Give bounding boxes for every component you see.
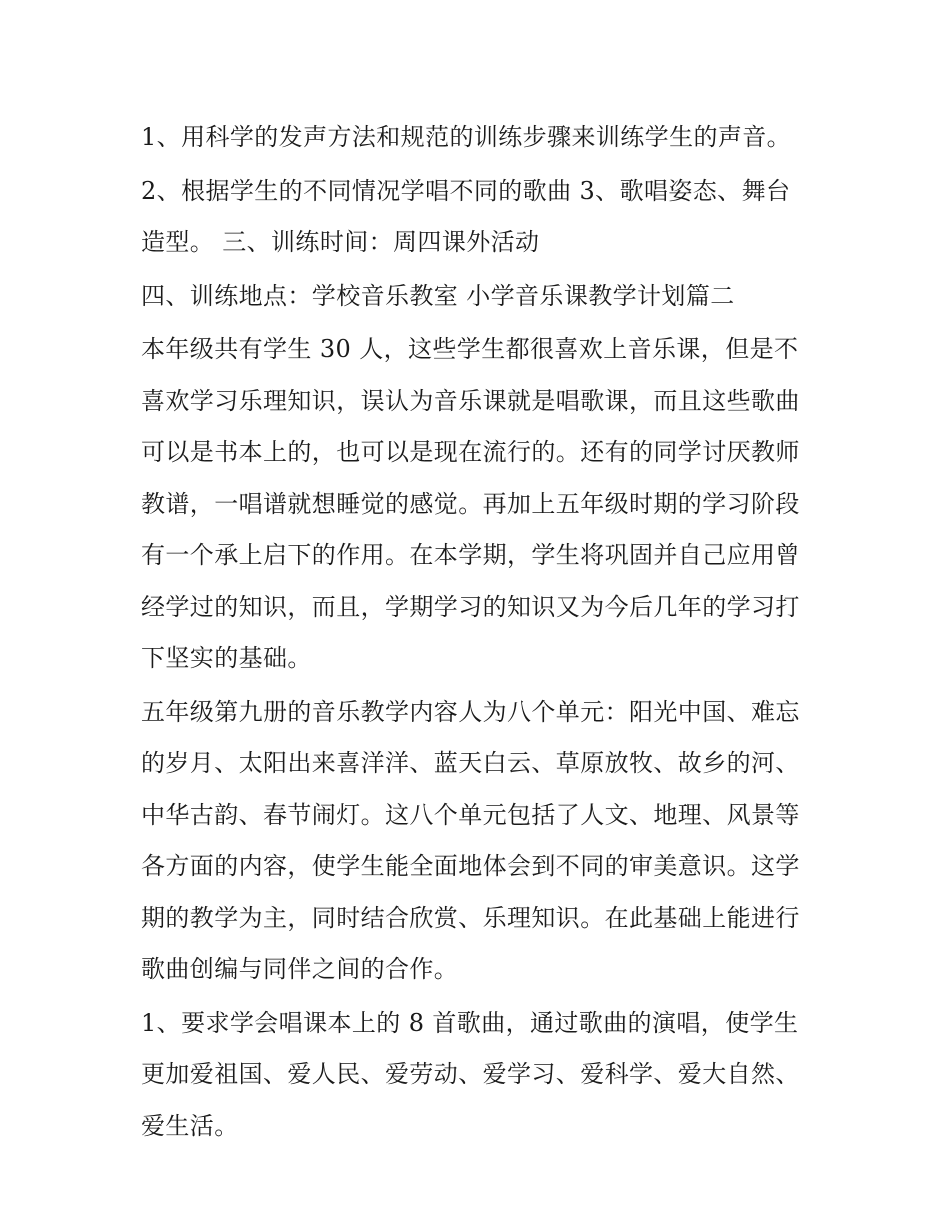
text-line: 中华古韵、春节闹灯。这八个单元包括了人文、地理、风景等 [141, 800, 800, 829]
text-line: 1、用科学的发声方法和规范的训练步骤来训练学生的声音。 [141, 123, 792, 151]
text-line: 可以是书本上的，也可以是现在流行的。还有的同学讨厌教师 [141, 438, 800, 466]
text-line: 的岁月、太阳出来喜洋洋、蓝天白云、草原放牧、故乡的河、 [141, 749, 800, 777]
text-line: 各方面的内容，使学生能全面地体会到不同的审美意识。这学 [141, 852, 800, 880]
paragraph-4 [141, 324, 821, 685]
text-line: 造型。 三、训练时间：周四课外活动 [141, 228, 540, 256]
paragraph-2 [141, 166, 821, 269]
text-line: 喜欢学习乐理知识，误认为音乐课就是唱歌课，而且这些歌曲 [141, 386, 800, 415]
text-line: 更加爱祖国、爱人民、爱劳动、爱学习、爱科学、爱大自然、 [141, 1060, 800, 1088]
text-line: 下坚实的基础。 [141, 644, 312, 672]
text-line: 经学过的知识，而且，学期学习的知识又为今后几年的学习打 [141, 592, 800, 621]
text-line: 2、根据学生的不同情况学唱不同的歌曲 3、歌唱姿态、舞台 [141, 176, 791, 205]
document-body [141, 112, 821, 1154]
text-line: 歌曲创编与同伴之间的合作。 [141, 955, 459, 983]
paragraph-1 [141, 112, 821, 164]
text-line: 教谱，一唱谱就想睡觉的感觉。再加上五年级时期的学习阶段 [141, 489, 800, 518]
text-line: 爱生活。 [141, 1111, 239, 1140]
paragraph-5 [141, 687, 821, 996]
text-line: 五年级第九册的音乐教学内容人为八个单元：阳光中国、难忘 [141, 697, 800, 726]
text-line: 有一个承上启下的作用。在本学期，学生将巩固并自己应用曾 [141, 541, 800, 569]
text-line: 1、要求学会唱课本上的 8 首歌曲，通过歌曲的演唱，使学生 [141, 1008, 799, 1037]
paragraph-3 [141, 271, 821, 323]
text-line: 本年级共有学生 30 人，这些学生都很喜欢上音乐课，但是不 [141, 335, 799, 363]
text-line: 四、训练地点：学校音乐教室 小学音乐课教学计划篇二 [141, 281, 735, 310]
text-line: 期的教学为主，同时结合欣赏、乐理知识。在此基础上能进行 [141, 903, 800, 932]
paragraph-6 [141, 998, 821, 1153]
